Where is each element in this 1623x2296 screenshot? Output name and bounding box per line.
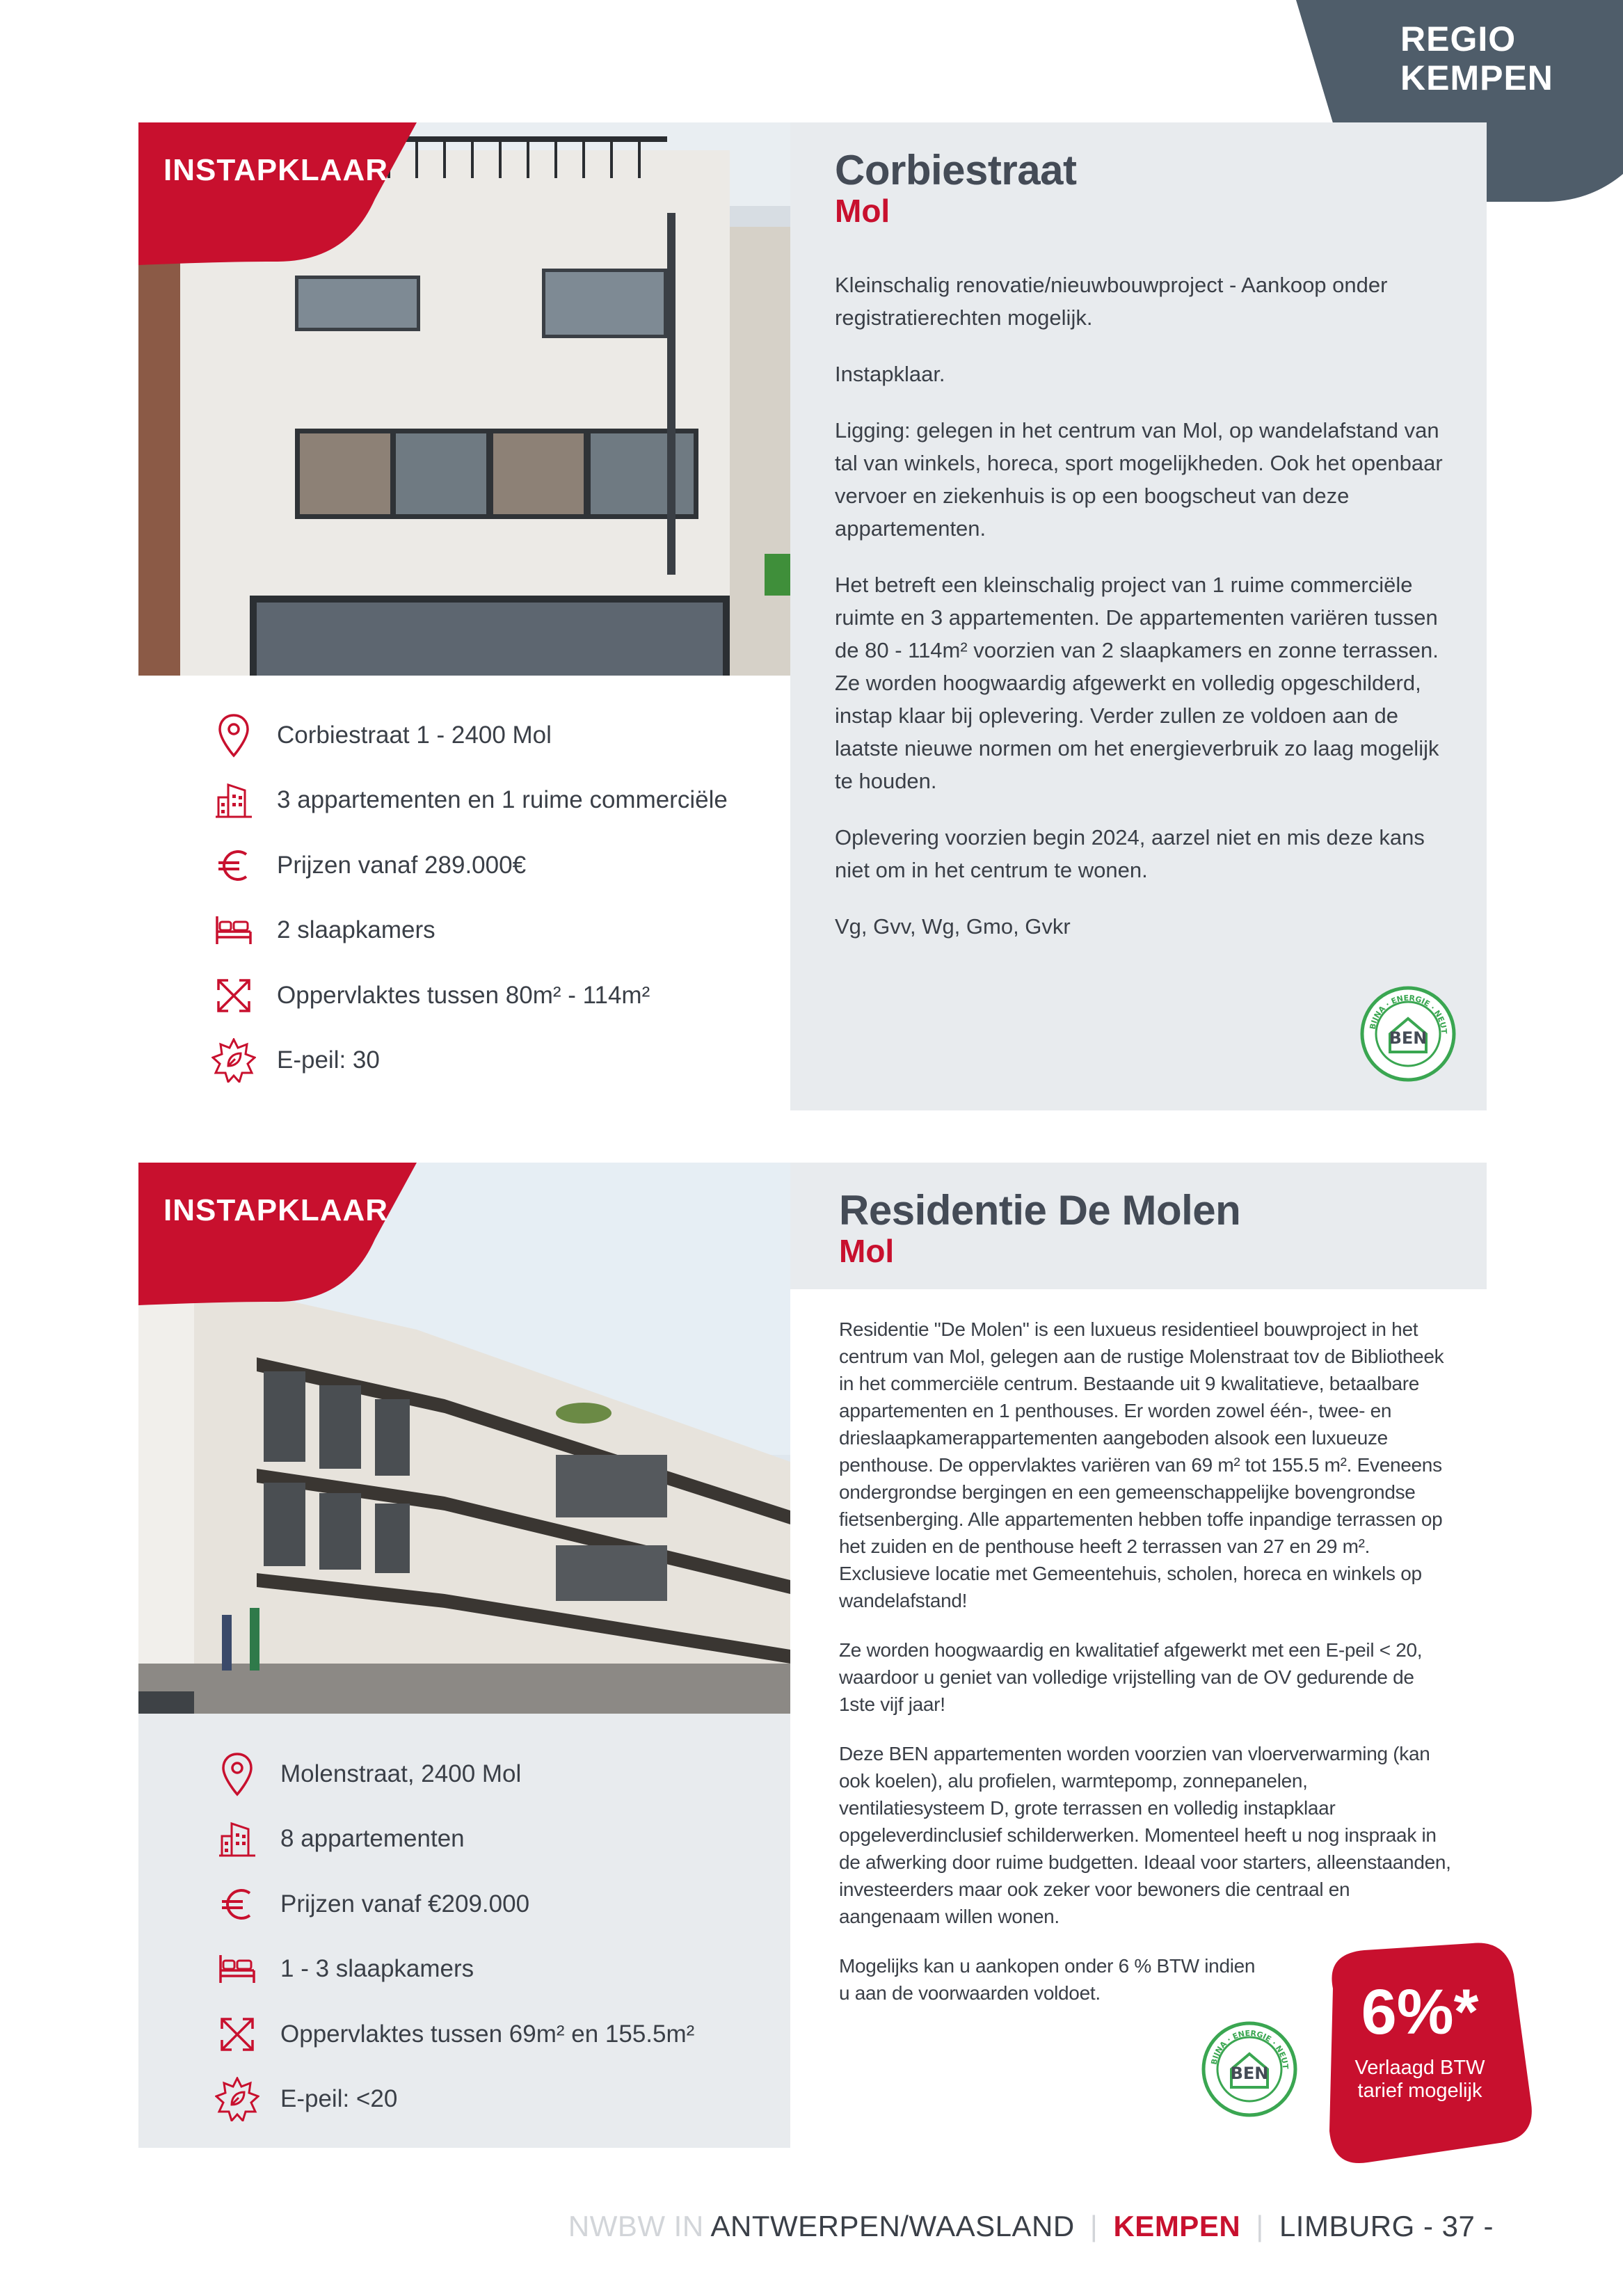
vat-caption-line: Verlaagd BTW	[1354, 2057, 1485, 2079]
facts-list	[138, 1741, 790, 2132]
expand-arrows-icon	[211, 973, 256, 1018]
vat-badge	[1305, 1940, 1535, 2169]
footer-region-antwerpen: ANTWERPEN/WAASLAND	[710, 2210, 1075, 2242]
description-paragraph: Instapklaar.	[835, 362, 945, 386]
fact-address	[211, 703, 790, 768]
fact-text: Oppervlaktes tussen 69m² en 155.5m²	[280, 2020, 695, 2048]
facts-list	[138, 703, 790, 1093]
footer-region-kempen: KEMPEN	[1113, 2210, 1241, 2242]
ben-logo	[1359, 985, 1457, 1083]
badge-label: INSTAPKLAAR	[163, 153, 389, 187]
region-label	[1400, 19, 1553, 97]
svg-text:BEN: BEN	[1230, 2064, 1269, 2083]
page-number: - 37 -	[1423, 2210, 1494, 2242]
description-panel	[790, 122, 1487, 1110]
footer-region-limburg: LIMBURG	[1279, 2210, 1415, 2242]
description-paragraph: Mogelijks kan u aankopen onder 6 % BTW indien u aan de voorwaarden voldoet.	[839, 1955, 1256, 2004]
listing-description	[835, 269, 1445, 943]
euro-icon	[215, 1882, 259, 1927]
footer-separator: |	[1089, 2210, 1098, 2242]
svg-text:BIJNA · ENERGIE · NEUTRAAL: BIJNA · ENERGIE · NEUT	[1368, 993, 1449, 1035]
listing-residentie-de-molen	[138, 1163, 1487, 2148]
fact-epeil	[215, 2067, 790, 2132]
listing-description	[839, 1316, 1451, 2029]
fact-bedrooms	[215, 1937, 790, 2002]
fact-text: 2 slaapkamers	[277, 916, 435, 944]
description-paragraph: Ze worden hoogwaardig en kwalitatief afgewerkt met een E-peil < 20, waardoor u geniet van volledige vrijstelling van de OV gedurende de 1ste vijf jaar!	[839, 1639, 1423, 1715]
expand-arrows-icon	[215, 2012, 259, 2057]
vat-caption	[1305, 2057, 1535, 2103]
fact-text: 1 - 3 slaapkamers	[280, 1955, 474, 1983]
fact-text: Prijzen vanaf 289.000€	[277, 851, 527, 879]
vat-caption-line: tarief mogelijk	[1357, 2080, 1482, 2102]
fact-units	[211, 768, 790, 834]
listing-photo	[138, 122, 790, 676]
euro-icon	[211, 843, 256, 888]
ben-logo	[1201, 2020, 1298, 2118]
listing-photo	[138, 1163, 790, 1714]
location-pin-icon	[215, 1752, 259, 1796]
description-paragraph: Kleinschalig renovatie/nieuwbouwproject - Aankoop onder registratierechten mogelijk.	[835, 273, 1388, 330]
description-paragraph: Deze BEN appartementen worden voorzien van vloerverwarming (kan ook koelen), alu profielen, warmtepomp, zonnepanelen, ventilatiesysteem D, grote terrassen en volledig instapklaar opgeleverdinclusief schilderwerken. Momenteel heeft u nog inspraak in de afwerking door ruime budgetten. Ideaal voor starters, alleenstaanden, investeerders maar ook zeker voor bewoners die centraal en aangenaam willen wonen.	[839, 1743, 1451, 1927]
energy-sun-icon	[211, 1038, 256, 1083]
page-footer	[568, 2210, 1494, 2243]
fact-text: E-peil: 30	[277, 1046, 380, 1074]
building-icon	[215, 1817, 259, 1861]
fact-text: E-peil: <20	[280, 2085, 398, 2113]
bed-icon	[211, 908, 256, 952]
listing-corbiestraat	[138, 122, 1487, 1110]
region-line-2: KEMPEN	[1400, 58, 1553, 97]
badge-label: INSTAPKLAAR	[163, 1193, 389, 1227]
listing-subtitle: Mol	[835, 193, 890, 229]
energy-sun-icon	[215, 2077, 259, 2121]
description-paragraph: Ligging: gelegen in het centrum van Mol, op wandelafstand van tal van winkels, horeca, sport mogelijkheden. Ook het openbaar vervoer en ziekenhuis is op een boogscheut van deze appartementen.	[835, 418, 1443, 541]
description-paragraph: Residentie "De Molen" is een luxueus residentieel bouwproject in het centrum van Mol, gelegen aan de rustige Molenstraat tov de Bibliotheek in het commerciële centrum. Bestaande uit 9 kwalitatieve, betaalbare appartementen en 1 penthouses. Er worden zowel één-, twee- en drieslaapkamerappartementen aangeboden alsook een luxueuze penthouse. De oppervlaktes variëren van 69 m² tot 155.5 m². Eveneens ondergrondse bergingen en een gemeenschappelijke bovengrondse fietsenberging. Alle appartementen hebben toffe inpandige terrassen op het zuiden en de penthouse heeft 2 terrassen van 27 en 29 m². Exclusieve locatie met Gemeentehuis, scholen, horeca en winkels op wandelafstand!	[839, 1318, 1444, 1611]
fact-text: Corbiestraat 1 - 2400 Mol	[277, 721, 552, 749]
description-paragraph: Oplevering voorzien begin 2024, aarzel niet en mis deze kans niet om in het centrum te wonen.	[835, 825, 1425, 882]
fact-surface	[211, 963, 790, 1028]
region-line-1: REGIO	[1400, 19, 1517, 58]
building-icon	[211, 778, 256, 822]
location-pin-icon	[211, 713, 256, 758]
listing-title: Corbiestraat	[835, 147, 1077, 193]
listing-title: Residentie De Molen	[839, 1187, 1241, 1234]
svg-text:BIJNA · ENERGIE · NEUTRAAL: BIJNA · ENERGIE · NEUT	[1209, 2028, 1290, 2070]
title-panel	[790, 1163, 1487, 1289]
fact-surface	[215, 2002, 790, 2067]
footer-separator: |	[1256, 2210, 1264, 2242]
fact-bedrooms	[211, 898, 790, 964]
vat-percentage: 6%*	[1361, 1977, 1479, 2048]
instapklaar-badge	[138, 122, 417, 276]
fact-address	[215, 1741, 790, 1807]
fact-text: 8 appartementen	[280, 1825, 465, 1853]
fact-text: Molenstraat, 2400 Mol	[280, 1760, 522, 1787]
fact-price	[215, 1872, 790, 1937]
fact-text: Oppervlaktes tussen 80m² - 114m²	[277, 981, 650, 1009]
instapklaar-badge	[138, 1163, 417, 1316]
description-paragraph: Het betreft een kleinschalig project van 1 ruime commerciële ruimte en 3 appartementen. De appartementen variëren tussen de 80 - 114m² voorzien van 2 slaapkamers en zonne terrassen. Ze worden hoogwaardig afgewerkt en volledig opgeschilderd, instap klaar bij oplevering. Verder zullen ze voldoen aan de laatste nieuwe normen om het energieverbruik zo laag mogelijk te houden.	[835, 573, 1439, 793]
listing-subtitle: Mol	[839, 1233, 895, 1269]
bed-icon	[215, 1947, 259, 1991]
fact-units	[215, 1807, 790, 1872]
footer-prefix: NWBW IN	[568, 2210, 704, 2242]
fact-epeil	[211, 1028, 790, 1094]
description-paragraph: Vg, Gvv, Wg, Gmo, Gvkr	[835, 914, 1071, 939]
fact-text: 3 appartementen en 1 ruime commerciële	[277, 786, 728, 814]
fact-price	[211, 833, 790, 898]
fact-text: Prijzen vanaf €209.000	[280, 1890, 530, 1918]
svg-text:BEN: BEN	[1389, 1028, 1428, 1048]
